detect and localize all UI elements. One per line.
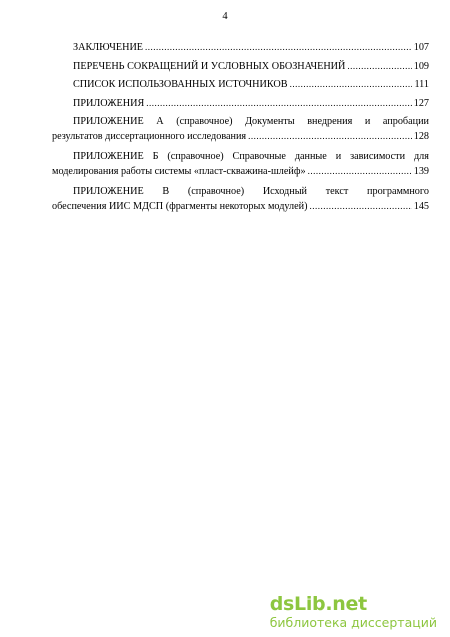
- toc-entry-title: СПИСОК ИСПОЛЬЗОВАННЫХ ИСТОЧНИКОВ: [73, 79, 288, 90]
- toc-entry-second-line: [52, 164, 429, 179]
- toc-word: Исходный: [262, 186, 307, 197]
- toc-entry-page: 127: [413, 97, 429, 109]
- toc-leader-dots: [146, 96, 411, 111]
- toc-entry-page: 107: [413, 42, 429, 53]
- toc-word: для: [413, 151, 429, 162]
- toc-word: Документы: [245, 116, 295, 127]
- toc-word: и: [364, 116, 371, 127]
- toc-entry-page: 145: [413, 201, 429, 212]
- watermark-subtitle: библиотека диссертаций: [269, 615, 437, 630]
- toc-word: текст: [325, 186, 349, 197]
- toc-leader-dots: [310, 199, 412, 214]
- toc-leader-dots: [347, 59, 411, 74]
- toc-word: и: [335, 151, 342, 162]
- toc-entry-appendix-c[interactable]: [52, 184, 429, 214]
- toc-word: зависимости: [350, 151, 406, 162]
- toc-word: В: [162, 186, 170, 197]
- toc-entry-appendices[interactable]: [52, 96, 429, 111]
- toc-word: А: [156, 116, 164, 127]
- toc-word: (справочное): [167, 151, 224, 162]
- toc-word: программного: [367, 186, 429, 197]
- toc-entry-page: 111: [414, 79, 429, 90]
- page-number: 4: [222, 11, 228, 22]
- logo-main-text: dsLib: [269, 593, 326, 615]
- toc-word: ПРИЛОЖЕНИЕ: [73, 116, 144, 127]
- toc-leader-dots: [308, 164, 412, 179]
- toc-leader-dots: [145, 40, 412, 55]
- toc-word: внедрения: [307, 116, 353, 127]
- toc-word: Б: [152, 151, 159, 162]
- toc-word: апробации: [382, 116, 429, 127]
- toc-entry-first-line: [52, 184, 429, 199]
- toc-entry-page: 139: [413, 166, 429, 177]
- toc-entry-appendix-a[interactable]: [52, 114, 429, 144]
- toc-entry-abbreviations[interactable]: [52, 59, 429, 74]
- toc-entry-appendix-b[interactable]: [52, 149, 429, 179]
- toc-leader-dots: [290, 77, 413, 92]
- table-of-contents: [52, 40, 429, 219]
- toc-word: (справочное): [187, 186, 245, 197]
- toc-word: (справочное): [176, 116, 233, 127]
- toc-entry-title-cont: моделирования работы системы «пласт-скважина-шлейф»: [52, 166, 306, 177]
- toc-entry-second-line: [52, 129, 429, 144]
- toc-entry-first-line: [52, 114, 429, 129]
- site-watermark[interactable]: [270, 594, 437, 630]
- toc-entry-title: ПРИЛОЖЕНИЯ: [73, 97, 145, 109]
- toc-entry-page: 109: [413, 60, 429, 72]
- toc-leader-dots: [248, 129, 412, 144]
- toc-entry-title: ПЕРЕЧЕНЬ СОКРАЩЕНИЙ И УСЛОВНЫХ ОБОЗНАЧЕНИЙ: [73, 60, 346, 72]
- toc-entry-title-cont: результатов диссертационного исследования: [52, 131, 247, 142]
- toc-entry-title-cont: обеспечения ИИС МДСП (фрагменты некоторых модулей): [52, 201, 308, 212]
- toc-entry-conclusion[interactable]: [52, 40, 429, 55]
- toc-word: ПРИЛОЖЕНИЕ: [73, 186, 144, 197]
- logo-tld-text: .net: [325, 593, 367, 615]
- toc-entry-page: 128: [413, 131, 429, 142]
- toc-entry-first-line: [52, 149, 429, 164]
- toc-word: Справочные: [232, 151, 286, 162]
- dslib-logo: [270, 594, 437, 614]
- toc-entry-title: ЗАКЛЮЧЕНИЕ: [73, 42, 144, 53]
- toc-word: данные: [294, 151, 327, 162]
- toc-word: ПРИЛОЖЕНИЕ: [73, 151, 144, 162]
- toc-entry-second-line: [52, 199, 429, 214]
- toc-entry-references[interactable]: [52, 77, 429, 92]
